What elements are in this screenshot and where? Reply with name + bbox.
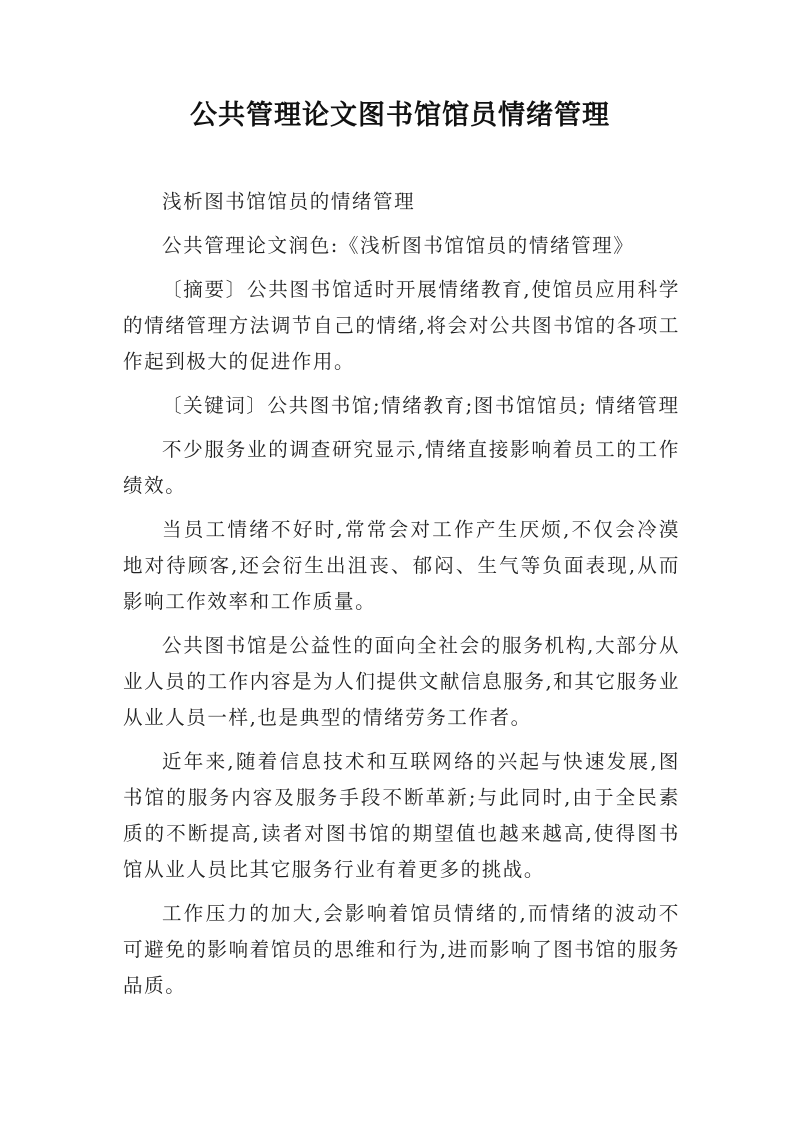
paragraph-keywords: 〔关键词〕公共图书馆;情绪教育;图书馆馆员; 情绪管理 bbox=[162, 394, 680, 417]
paragraph-abstract: 〔摘要〕公共图书馆适时开展情绪教育,使馆员应用科学的情绪管理方法调节自己的情绪,将会对公共图书馆的各项工作起到极大的促进作用。 bbox=[123, 278, 680, 373]
paragraph-body: 公共图书馆是公益性的面向全社会的服务机构,大部分从业人员的工作内容是为人们提供文献信息服务,和其它服务业从业人员一样,也是典型的情绪劳务工作者。 bbox=[123, 634, 680, 729]
paragraph-body: 工作压力的加大,会影响着馆员情绪的,而情绪的波动不可避免的影响着馆员的思维和行为,进而影响了图书馆的服务品质。 bbox=[123, 902, 680, 997]
paragraph-body: 当员工情绪不好时,常常会对工作产生厌烦,不仅会冷漠地对待顾客,还会衍生出沮丧、郁闷、生气等负面表现,从而影响工作效率和工作质量。 bbox=[123, 518, 680, 613]
paragraph-subtitle: 浅析图书馆馆员的情绪管理 bbox=[162, 190, 416, 213]
document-title: 公共管理论文图书馆馆员情绪管理 bbox=[190, 100, 610, 131]
document-body bbox=[123, 184, 680, 1012]
paragraph-body: 近年来,随着信息技术和互联网络的兴起与快速发展,图书馆的服务内容及服务手段不断革新;与此同时,由于全民素质的不断提高,读者对图书馆的期望值也越来越高,使得图书馆从业人员比其它服务行业有着更多的挑战。 bbox=[123, 750, 680, 881]
paragraph-body: 不少服务业的调查研究显示,情绪直接影响着员工的工作绩效。 bbox=[123, 438, 680, 497]
paragraph-source: 公共管理论文润色:《浅析图书馆馆员的情绪管理》 bbox=[162, 234, 635, 257]
